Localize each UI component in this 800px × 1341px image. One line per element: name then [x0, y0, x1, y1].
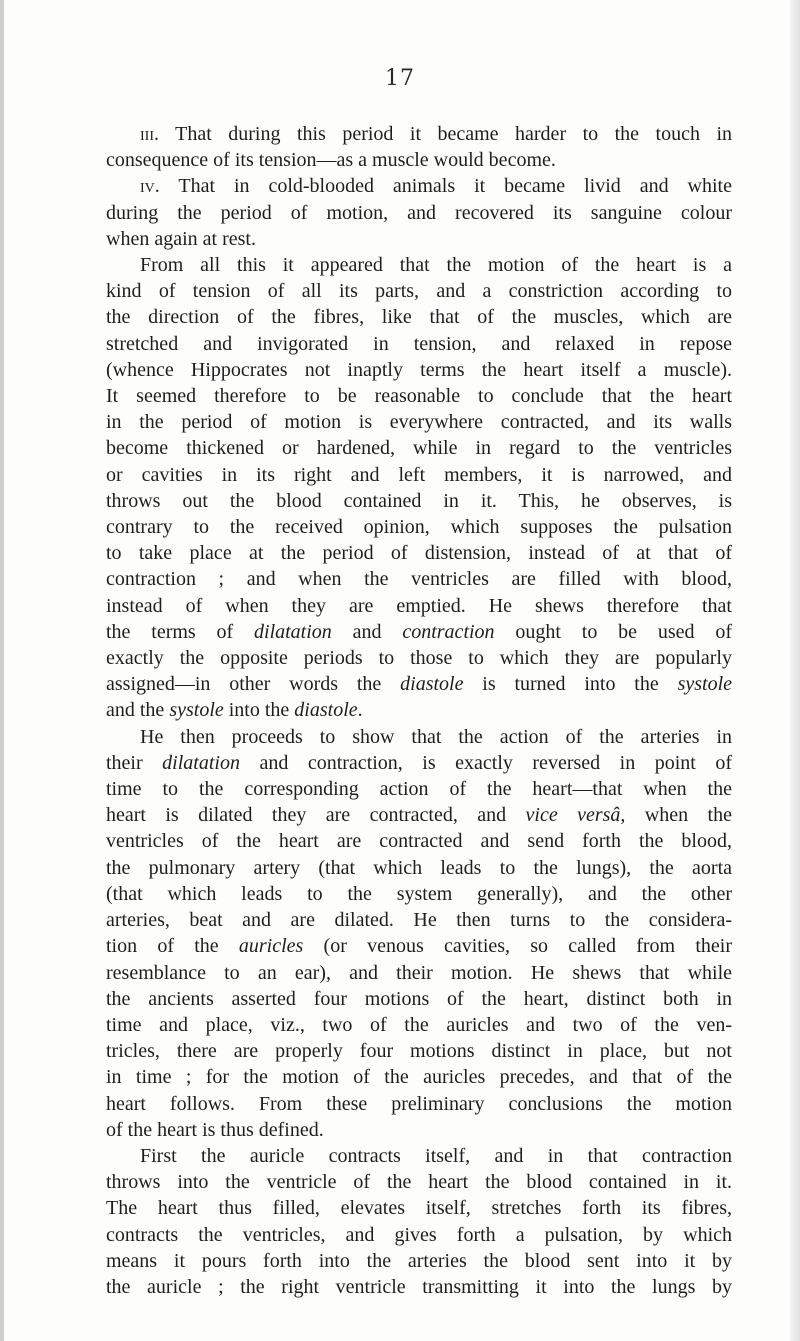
text-line: the ancients asserted four motions of the heart, distinct both in: [106, 987, 732, 1010]
text-line: iv. That in cold-blooded animals it became livid and white: [140, 175, 732, 198]
text-line: heart is dilated they are contracted, and vice versâ, when the: [106, 804, 732, 827]
text-line: of the heart is thus defined.: [106, 1118, 324, 1141]
text-line: tricles, there are properly four motions distinct in place, but not: [106, 1040, 732, 1063]
body-text: [106, 121, 732, 1300]
text-line: in time ; for the motion of the auricles precedes, and that of the: [106, 1066, 732, 1089]
text-line: It seemed therefore to be reasonable to conclude that the heart: [106, 385, 732, 408]
page-right-edge: [790, 0, 800, 1341]
text-line: time to the corresponding action of the heart—that when the: [106, 778, 732, 801]
text-line: means it pours forth into the arteries the blood sent into it by: [106, 1249, 732, 1272]
text-line: the direction of the fibres, like that of the muscles, which are: [106, 306, 732, 329]
text-line: time and place, viz., two of the auricles and two of the ven-: [106, 1013, 732, 1036]
text-line: consequence of its tension—as a muscle would become.: [106, 149, 556, 172]
text-line: in the period of motion is everywhere contracted, and its walls: [106, 411, 732, 434]
text-line: contrary to the received opinion, which supposes the pulsation: [106, 516, 732, 539]
text-line: throws out the blood contained in it. This, he observes, is: [106, 489, 732, 512]
text-line: From all this it appeared that the motion of the heart is a: [140, 254, 732, 277]
text-line: the pulmonary artery (that which leads to the lungs), the aorta: [106, 856, 732, 879]
text-line: He then proceeds to show that the action of the arteries in: [140, 725, 732, 748]
text-line: instead of when they are emptied. He shews therefore that: [106, 594, 732, 617]
text-line: heart follows. From these preliminary conclusions the motion: [106, 1092, 732, 1115]
text-line: arteries, beat and are dilated. He then turns to the considera-: [106, 909, 732, 932]
text-line: during the period of motion, and recovered its sanguine colour: [106, 201, 732, 224]
text-line: First the auricle contracts itself, and in that contraction: [140, 1144, 732, 1167]
text-line: become thickened or hardened, while in regard to the ventricles: [106, 437, 732, 460]
text-line: ventricles of the heart are contracted and send forth the blood,: [106, 830, 732, 853]
text-line: or cavities in its right and left members, it is narrowed, and: [106, 463, 732, 486]
text-line: resemblance to an ear), and their motion. He shews that while: [106, 961, 732, 984]
text-line: iii. That during this period it became harder to the touch in: [140, 123, 732, 145]
text-line: contraction ; and when the ventricles are filled with blood,: [106, 568, 732, 591]
text-line: when again at rest.: [106, 227, 256, 250]
text-line: contracts the ventricles, and gives forth a pulsation, by which: [106, 1223, 732, 1246]
page-number: 17: [385, 66, 415, 91]
text-line: tion of the auricles (or venous cavities, so called from their: [106, 935, 732, 958]
text-line: throws into the ventricle of the heart the blood contained in it.: [106, 1171, 732, 1194]
text-line: assigned—in other words the diastole is turned into the systole: [106, 673, 732, 696]
text-line: exactly the opposite periods to those to which they are popularly: [106, 647, 732, 670]
text-line: to take place at the period of distension, instead of at that of: [106, 542, 732, 565]
text-line: stretched and invigorated in tension, and relaxed in repose: [106, 332, 732, 355]
text-line: the auricle ; the right ventricle transmitting it into the lungs by: [106, 1275, 732, 1298]
text-line: and the systole into the diastole.: [106, 699, 363, 722]
page-left-edge: [0, 0, 4, 1341]
text-line: (whence Hippocrates not inaptly terms the heart itself a muscle).: [106, 358, 732, 381]
text-line: The heart thus filled, elevates itself, stretches forth its fibres,: [106, 1197, 732, 1220]
text-line: kind of tension of all its parts, and a constriction according to: [106, 280, 732, 303]
text-line: their dilatation and contraction, is exactly reversed in point of: [106, 751, 732, 774]
text-line: (that which leads to the system generally), and the other: [106, 882, 732, 905]
text-line: the terms of dilatation and contraction ought to be used of: [106, 620, 732, 643]
